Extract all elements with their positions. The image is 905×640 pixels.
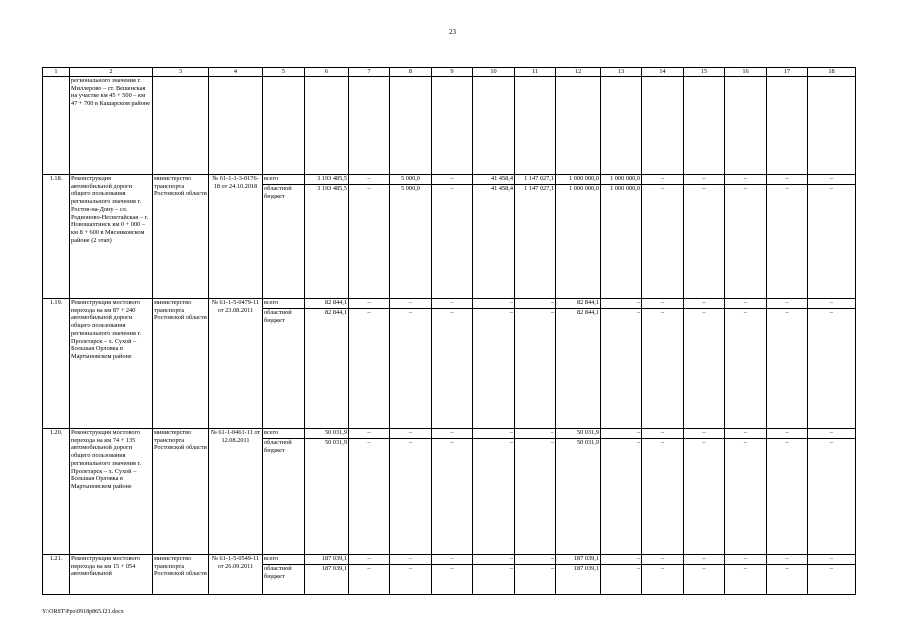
expertise-doc: № 61-1-5-0479-11 от 23.08.2011 [209, 299, 263, 429]
value-cell: – [390, 555, 432, 565]
row-number: 1.19. [43, 299, 70, 429]
header-cell: 7 [349, 68, 390, 77]
row-number: 1.21. [43, 555, 70, 595]
value-cell: – [725, 175, 767, 185]
value-cell: – [473, 439, 515, 555]
expertise-doc: № 61-1-0461-11 от 12.08.2011 [209, 429, 263, 555]
expertise-doc: № 61-1-1-3-0176-18 от 24.10.2018 [209, 175, 263, 299]
value-cell: – [684, 565, 725, 595]
value-cell: – [515, 299, 556, 309]
value-cell: – [808, 439, 856, 555]
value-cell: – [642, 429, 684, 439]
header-cell: 5 [263, 68, 305, 77]
value-cell: – [432, 175, 473, 185]
value-cell: – [473, 565, 515, 595]
value-cell: 187 039,1 [305, 555, 349, 565]
object-name: Реконструкция мостового перехода на км 15 + 054 автомобильной [70, 555, 153, 595]
expertise-doc: № 61-1-5-0549-11 от 26.09.2011 [209, 555, 263, 595]
value-cell: – [767, 299, 808, 309]
value-cell: 50 031,9 [556, 429, 601, 439]
value-cell: – [808, 175, 856, 185]
value-cell: – [642, 555, 684, 565]
value-cell: – [725, 555, 767, 565]
value-cell: – [349, 565, 390, 595]
funding-source: всего [263, 175, 305, 185]
value-cell: – [767, 439, 808, 555]
value-cell: – [390, 309, 432, 429]
value-cell: – [515, 565, 556, 595]
budget-table [42, 67, 856, 595]
value-cell: – [349, 299, 390, 309]
value-cell: 187 039,1 [556, 555, 601, 565]
value-cell: – [767, 555, 808, 565]
value-cell: – [432, 555, 473, 565]
value-cell: – [473, 555, 515, 565]
value-cell: – [808, 429, 856, 439]
value-cell: – [349, 175, 390, 185]
value-cell: – [349, 555, 390, 565]
responsible-org: министерство транспорта Ростовской области [153, 299, 209, 429]
value-cell: – [601, 439, 642, 555]
value-cell: – [515, 439, 556, 555]
value-cell: – [684, 185, 725, 299]
value-cell: – [390, 299, 432, 309]
page-number: 23 [449, 28, 456, 36]
value-cell: – [390, 565, 432, 595]
value-cell: – [473, 429, 515, 439]
value-cell: – [601, 565, 642, 595]
value-cell: – [515, 555, 556, 565]
header-cell: 10 [473, 68, 515, 77]
row-number: 1.18. [43, 175, 70, 299]
funding-source: областной бюджет [263, 185, 305, 299]
value-cell: – [601, 299, 642, 309]
value-cell: – [473, 299, 515, 309]
header-cell: 16 [725, 68, 767, 77]
value-cell: – [767, 175, 808, 185]
value-cell: – [642, 439, 684, 555]
continuation-row [43, 77, 856, 175]
value-cell: – [515, 309, 556, 429]
value-cell: – [808, 299, 856, 309]
value-cell: 3 193 485,5 [305, 185, 349, 299]
value-cell: – [767, 565, 808, 595]
value-cell: – [767, 185, 808, 299]
value-cell: – [642, 565, 684, 595]
value-cell: – [432, 185, 473, 299]
value-cell: – [432, 429, 473, 439]
value-cell: – [349, 185, 390, 299]
value-cell: – [684, 309, 725, 429]
value-cell: – [725, 439, 767, 555]
value-cell: 1 147 027,1 [515, 175, 556, 185]
value-cell: – [808, 565, 856, 595]
header-cell: 9 [432, 68, 473, 77]
value-cell: – [601, 429, 642, 439]
funding-source: всего [263, 299, 305, 309]
value-cell: – [473, 309, 515, 429]
header-cell: 13 [601, 68, 642, 77]
responsible-org: министерство транспорта Ростовской области [153, 429, 209, 555]
value-cell: – [767, 429, 808, 439]
responsible-org: министерство транспорта Ростовской области [153, 175, 209, 299]
value-cell: – [642, 185, 684, 299]
funding-source: областной бюджет [263, 309, 305, 429]
value-cell: – [684, 429, 725, 439]
header-cell: 12 [556, 68, 601, 77]
value-cell: – [684, 439, 725, 555]
value-cell: – [349, 429, 390, 439]
value-cell: 5 000,0 [390, 185, 432, 299]
value-cell: 3 193 485,5 [305, 175, 349, 185]
value-cell: – [725, 429, 767, 439]
value-cell: 50 031,9 [556, 439, 601, 555]
header-cell: 18 [808, 68, 856, 77]
value-cell: 1 000 000,0 [556, 185, 601, 299]
value-cell: – [601, 309, 642, 429]
header-cell: 15 [684, 68, 725, 77]
project-row [43, 175, 856, 185]
value-cell: – [808, 309, 856, 429]
value-cell: – [808, 185, 856, 299]
header-cell: 1 [43, 68, 70, 77]
funding-source: всего [263, 429, 305, 439]
funding-source: всего [263, 555, 305, 565]
value-cell: – [725, 565, 767, 595]
value-cell: – [601, 555, 642, 565]
value-cell: – [767, 309, 808, 429]
value-cell: – [390, 439, 432, 555]
value-cell: – [642, 175, 684, 185]
header-cell: 4 [209, 68, 263, 77]
value-cell: 1 000 000,0 [601, 175, 642, 185]
header-row [43, 68, 856, 77]
value-cell: – [642, 309, 684, 429]
object-name: Реконструкция мостового перехода на км 87 + 240 автомобильной дороги общего пользования регионального значения г. Пролетарск – х. Сухой – Большая Орловка в Мартыновском районе [70, 299, 153, 429]
row-number: 1.20. [43, 429, 70, 555]
value-cell: – [684, 299, 725, 309]
value-cell: – [349, 439, 390, 555]
value-cell: – [432, 309, 473, 429]
value-cell: – [808, 555, 856, 565]
value-cell: – [432, 299, 473, 309]
row-number [43, 77, 70, 175]
header-cell: 2 [70, 68, 153, 77]
value-cell: – [432, 439, 473, 555]
value-cell: – [684, 175, 725, 185]
file-path-footer: Y:\ORST\Ppo\0918p865.f21.docx [42, 609, 124, 615]
value-cell: 82 844,1 [556, 299, 601, 309]
value-cell: 50 031,9 [305, 439, 349, 555]
header-cell: 8 [390, 68, 432, 77]
project-row [43, 429, 856, 439]
value-cell: 1 000 000,0 [601, 185, 642, 299]
header-cell: 17 [767, 68, 808, 77]
responsible-org: министерство транспорта Ростовской области [153, 555, 209, 595]
value-cell: – [725, 299, 767, 309]
object-name: регионального значения г. Миллерово – ст. Вешенская на участке км 45 + 500 – км 47 + 700 в Кашарском районе [70, 77, 153, 175]
value-cell: 187 039,1 [305, 565, 349, 595]
project-row [43, 299, 856, 309]
object-name: Реконструкция автомобильной дороги общего пользования регионального значения г. Ростов-на-Дону – сл. Родионово-Несветайская – г. Новошахтинск км 0 + 000 – км 8 + 600 в Мясниковском районе (2 этап) [70, 175, 153, 299]
header-cell: 14 [642, 68, 684, 77]
value-cell: – [390, 429, 432, 439]
value-cell: – [349, 309, 390, 429]
value-cell: 82 844,1 [305, 299, 349, 309]
header-cell: 3 [153, 68, 209, 77]
funding-source: областной бюджет [263, 439, 305, 555]
value-cell: – [432, 565, 473, 595]
value-cell: 5 000,0 [390, 175, 432, 185]
object-name: Реконструкция мостового перехода на км 74 + 135 автомобильной дороги общего пользования регионального значения г. Пролетарск – х. Сухой – Большая Орловка в Мартыновском районе [70, 429, 153, 555]
value-cell: – [515, 429, 556, 439]
value-cell: 1 000 000,0 [556, 175, 601, 185]
value-cell: 41 458,4 [473, 185, 515, 299]
funding-source: областной бюджет [263, 565, 305, 595]
value-cell: – [725, 185, 767, 299]
value-cell: 50 031,9 [305, 429, 349, 439]
value-cell: 187 039,1 [556, 565, 601, 595]
value-cell: – [725, 309, 767, 429]
header-cell: 6 [305, 68, 349, 77]
value-cell: 82 844,1 [305, 309, 349, 429]
value-cell: – [684, 555, 725, 565]
value-cell: 1 147 027,1 [515, 185, 556, 299]
value-cell: 41 458,4 [473, 175, 515, 185]
header-cell: 11 [515, 68, 556, 77]
value-cell: 82 844,1 [556, 309, 601, 429]
value-cell: – [642, 299, 684, 309]
project-row [43, 555, 856, 565]
